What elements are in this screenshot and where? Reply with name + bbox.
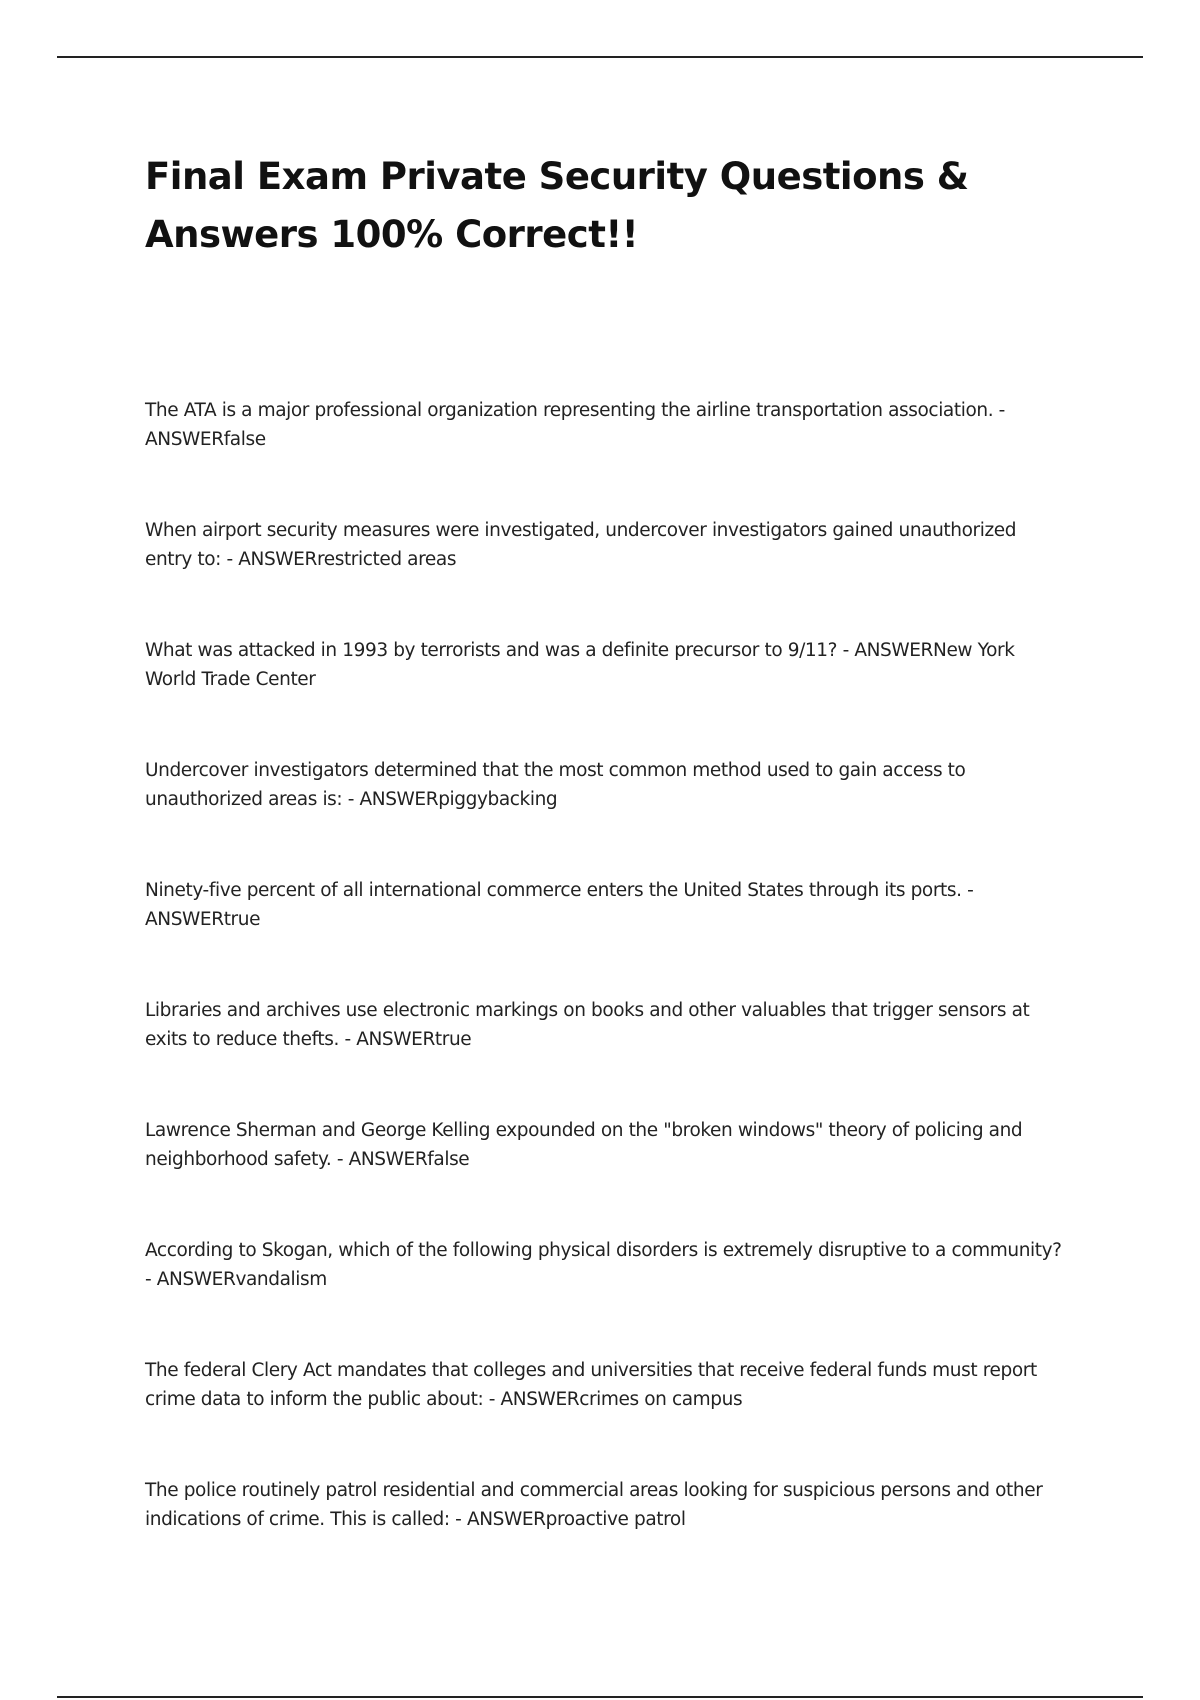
question-text: The police routinely patrol residential and commercial areas looking for suspicious persons and other indications of crime. This is called: — [145, 1480, 1043, 1530]
question-text: Libraries and archives use electronic markings on books and other valuables that trigger sensors at exits to reduce thefts. — [145, 1000, 1030, 1050]
answer-label: - ANSWER — [331, 1149, 428, 1170]
answer-label: - ANSWER — [338, 1029, 435, 1050]
qa-item-7 — [145, 1116, 1065, 1174]
answer-label: - ANSWER — [449, 1509, 546, 1530]
bottom-rule — [57, 1696, 1143, 1698]
answer-text: true — [434, 1029, 472, 1050]
qa-item-5 — [145, 876, 1065, 934]
question-text: Undercover investigators determined that the most common method used to gain access to unauthorized areas is: — [145, 760, 966, 810]
qa-item-6 — [145, 996, 1065, 1054]
qa-item-1 — [145, 396, 1065, 454]
answer-text: crimes on campus — [579, 1389, 743, 1410]
answer-text: vandalism — [235, 1269, 327, 1290]
answer-label: - ANSWER — [145, 400, 1005, 450]
answer-text: New York World Trade Center — [145, 640, 1015, 690]
top-rule — [57, 56, 1143, 58]
qa-item-2 — [145, 516, 1065, 574]
question-text: Lawrence Sherman and George Kelling expounded on the "broken windows" theory of policing and neighborhood safety. — [145, 1120, 1023, 1170]
question-text: According to Skogan, which of the following physical disorders is extremely disruptive to a community? — [145, 1240, 1062, 1261]
answer-text: false — [223, 429, 266, 450]
question-text: When airport security measures were investigated, undercover investigators gained unauthorized entry to: — [145, 520, 1017, 570]
answer-label: - ANSWER — [221, 549, 317, 570]
answer-label: - ANSWER — [145, 1269, 236, 1290]
question-text: The federal Clery Act mandates that colleges and universities that receive federal funds must report crime data to inform the public about: — [145, 1360, 1037, 1410]
answer-text: false — [427, 1149, 470, 1170]
answer-text: restricted areas — [316, 549, 457, 570]
question-text: What was attacked in 1993 by terrorists and was a definite precursor to 9/11? — [145, 640, 838, 661]
document-title: Final Exam Private Security Questions & Answers 100% Correct!! — [145, 155, 969, 256]
answer-label: - ANSWER — [837, 640, 934, 661]
answer-label: - ANSWER — [342, 789, 439, 810]
answer-label: - ANSWER — [483, 1389, 580, 1410]
question-text: The ATA is a major professional organization representing the airline transportation association. — [145, 400, 994, 421]
answer-text: true — [223, 909, 261, 930]
answer-label: - ANSWER — [145, 880, 974, 930]
qa-item-10 — [145, 1476, 1065, 1534]
answer-text: proactive patrol — [545, 1509, 686, 1530]
qa-item-3 — [145, 636, 1065, 694]
qa-item-8 — [145, 1236, 1065, 1294]
question-text: Ninety-five percent of all international commerce enters the United States through its ports. — [145, 880, 962, 901]
answer-text: piggybacking — [438, 789, 558, 810]
qa-item-4 — [145, 756, 1065, 814]
qa-item-9 — [145, 1356, 1065, 1414]
